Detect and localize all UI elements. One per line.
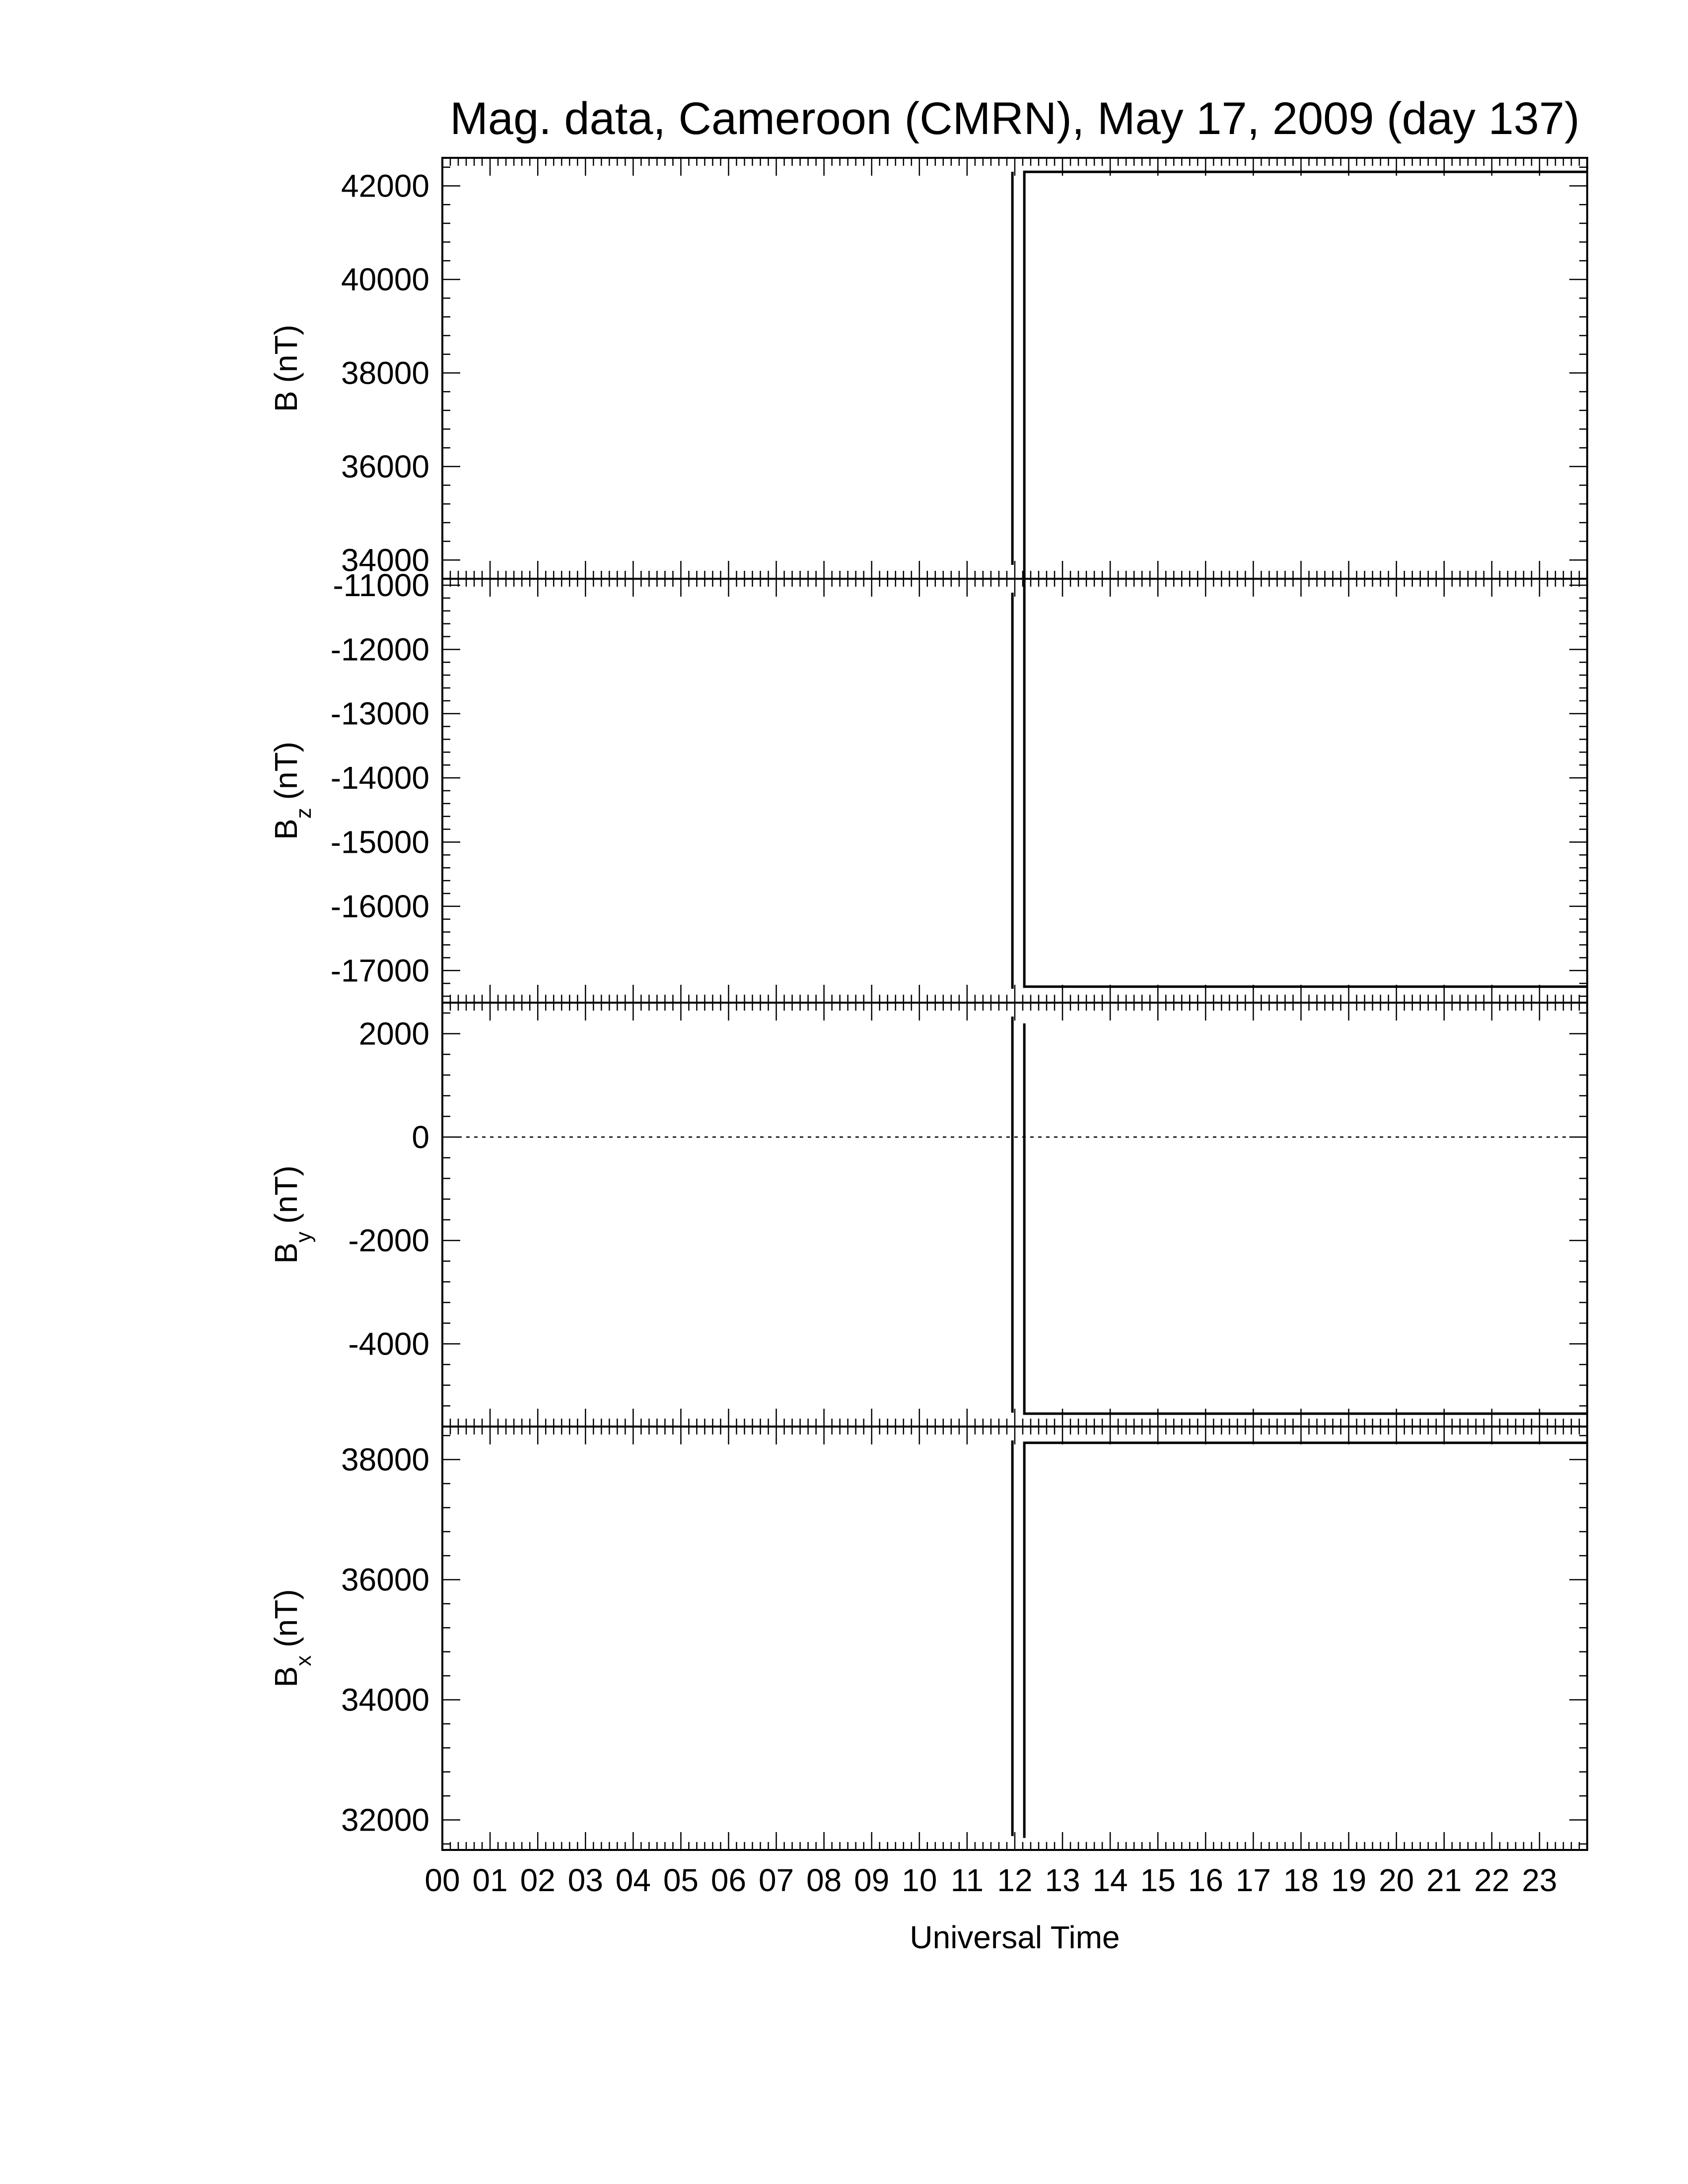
- y-tick-label: -13000: [330, 695, 429, 732]
- y-axis-label-subscript: z: [291, 808, 316, 819]
- panel-1: [268, 158, 1587, 579]
- y-axis-label: [268, 1589, 316, 1688]
- x-tick-label: 16: [1188, 1862, 1223, 1898]
- y-tick-label: -12000: [330, 631, 429, 668]
- x-tick-label: 19: [1331, 1862, 1367, 1898]
- x-tick-label: 18: [1283, 1862, 1319, 1898]
- y-tick-label: 42000: [341, 168, 429, 204]
- y-axis-label: [268, 1165, 316, 1264]
- y-tick-label: -16000: [330, 888, 429, 924]
- y-axis-label-unit: (nT): [268, 1589, 304, 1647]
- y-axis-label: [268, 742, 316, 840]
- x-tick-label: 10: [902, 1862, 937, 1898]
- y-axis-label-base: B: [268, 391, 304, 412]
- x-tick-label: 22: [1474, 1862, 1510, 1898]
- y-tick-label: 2000: [358, 1016, 429, 1052]
- panel-2: [268, 567, 1587, 1003]
- y-tick-label: -14000: [330, 760, 429, 796]
- y-axis-label-unit: (nT): [268, 1165, 304, 1224]
- x-tick-label: 15: [1140, 1862, 1176, 1898]
- y-tick-label: -17000: [330, 953, 429, 989]
- y-tick-label: 36000: [341, 448, 429, 484]
- panel-4: [268, 1427, 1587, 1850]
- y-tick-label: 0: [412, 1119, 429, 1155]
- y-tick-label: 36000: [341, 1562, 429, 1598]
- y-tick-label: -11000: [333, 567, 429, 603]
- x-tick-label: 05: [663, 1862, 699, 1898]
- data-line: [1024, 1024, 1587, 1414]
- x-tick-label: 23: [1522, 1862, 1557, 1898]
- x-tick-label: 06: [710, 1862, 747, 1898]
- x-tick-label: 21: [1426, 1862, 1462, 1898]
- y-tick-label: -4000: [348, 1326, 429, 1362]
- x-tick-label: 01: [472, 1862, 508, 1898]
- y-axis-label-unit: (nT): [268, 742, 304, 800]
- y-axis-label-subscript: x: [291, 1655, 316, 1666]
- x-tick-label: 12: [997, 1862, 1033, 1898]
- y-axis-label-base: B: [268, 819, 304, 840]
- x-tick-label: 08: [806, 1862, 842, 1898]
- x-tick-label: 03: [567, 1862, 603, 1898]
- y-axis-label-base: B: [268, 1242, 304, 1264]
- y-tick-label: 34000: [341, 1682, 429, 1718]
- data-line: [1024, 172, 1587, 579]
- y-tick-label: 34000: [341, 542, 429, 578]
- panel-frame: [442, 1003, 1587, 1427]
- x-tick-label: 00: [424, 1862, 460, 1898]
- panel-frame: [442, 1427, 1587, 1850]
- data-line: [1024, 1443, 1587, 1838]
- panel-frame: [442, 158, 1587, 579]
- panel-frame: [442, 579, 1587, 1003]
- y-tick-label: 40000: [341, 261, 429, 297]
- x-tick-label: 17: [1235, 1862, 1271, 1898]
- x-tick-label: 02: [520, 1862, 556, 1898]
- x-tick-label: 09: [854, 1862, 890, 1898]
- y-tick-label: 38000: [341, 1441, 429, 1478]
- x-axis-label: Universal Time: [910, 1919, 1120, 1955]
- y-tick-label: -15000: [330, 824, 429, 860]
- y-tick-label: 32000: [341, 1802, 429, 1838]
- x-tick-label: 07: [758, 1862, 794, 1898]
- panels: [268, 158, 1587, 1850]
- x-tick-label: 13: [1045, 1862, 1080, 1898]
- x-tick-labels: [424, 1862, 1557, 1898]
- y-axis-label-unit: (nT): [268, 325, 304, 383]
- panel-3: [268, 1003, 1587, 1427]
- chart-title: Mag. data, Cameroon (CMRN), May 17, 2009 (day 137): [450, 93, 1580, 144]
- y-tick-label: 38000: [341, 355, 429, 391]
- y-axis-label-subscript: y: [291, 1231, 316, 1243]
- y-tick-label: -2000: [348, 1223, 429, 1259]
- y-axis-label-base: B: [268, 1666, 304, 1688]
- x-tick-label: 20: [1379, 1862, 1414, 1898]
- x-tick-label: 04: [615, 1862, 651, 1898]
- x-tick-label: 14: [1092, 1862, 1128, 1898]
- y-axis-label: [268, 325, 304, 412]
- data-line: [1024, 579, 1587, 987]
- x-tick-label: 11: [950, 1862, 984, 1898]
